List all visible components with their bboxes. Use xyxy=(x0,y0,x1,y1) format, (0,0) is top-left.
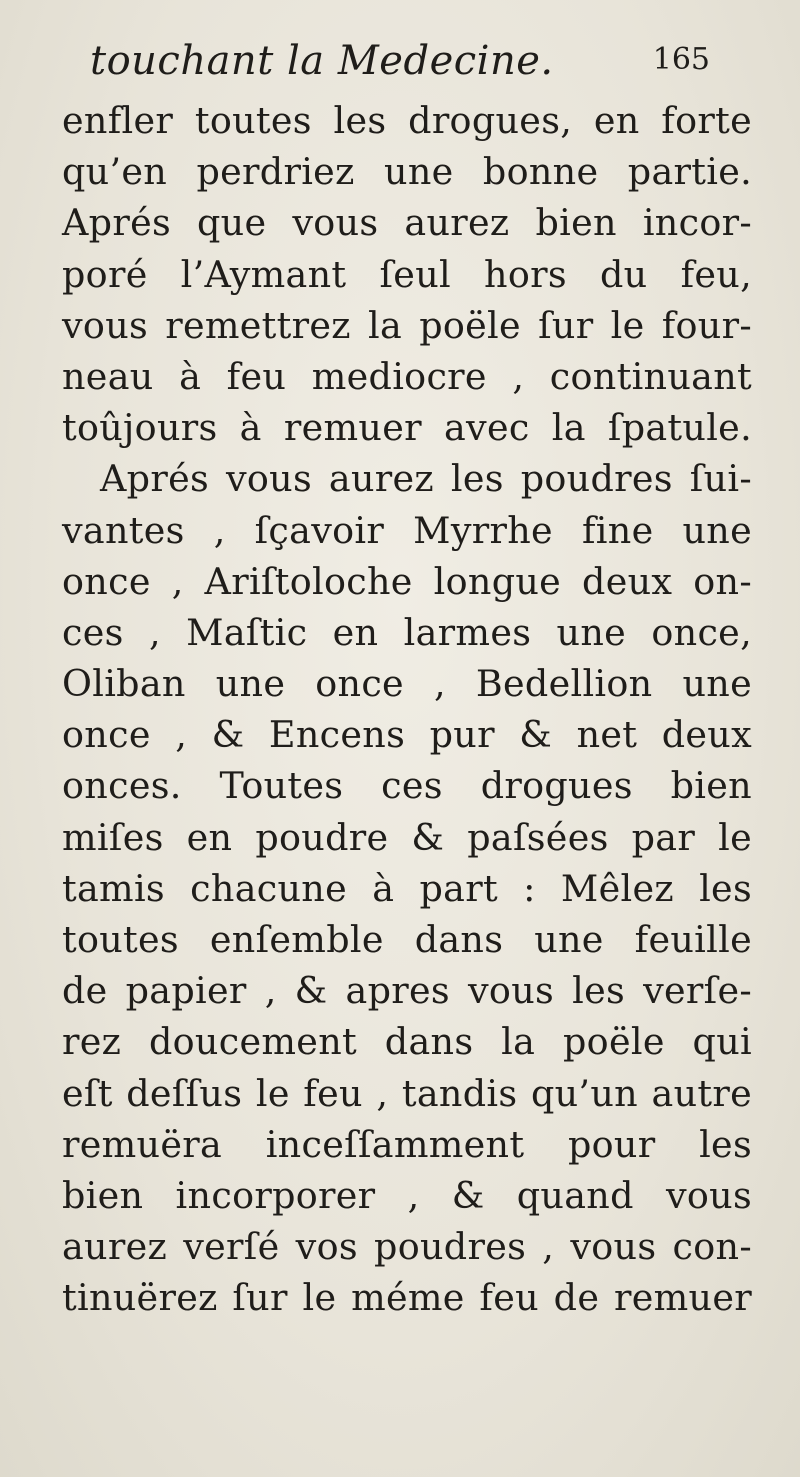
text-line-18: de papier , & apres vous les verſe- xyxy=(62,969,752,1013)
text-line-19: rez doucement dans la poële qui xyxy=(62,1020,752,1064)
page-number: 165 xyxy=(652,42,710,77)
text-line-15: miſes en poudre & paſsées par le xyxy=(62,815,752,859)
text-line-5: vous remettrez la poële ſur le four- xyxy=(62,303,752,347)
text-line-3: Aprés que vous aurez bien incor- xyxy=(62,201,752,245)
running-title: touchant la Medecine. xyxy=(90,38,554,84)
text-line-14: onces. Toutes ces drogues bien xyxy=(62,764,752,808)
text-line-12: Oliban une once , Bedellion une xyxy=(62,662,752,706)
text-line-2: qu’en perdriez une bonne partie. xyxy=(62,150,752,194)
text-line-23: aurez verſé vos poudres , vous con- xyxy=(62,1225,752,1269)
text-line-22: bien incorporer , & quand vous xyxy=(62,1173,752,1217)
text-line-4: poré l’Aymant ſeul hors du feu, xyxy=(62,252,752,296)
text-line-11: ces , Maſtic en larmes une once, xyxy=(62,610,752,654)
text-line-8: Aprés vous aurez les poudres ſui- xyxy=(100,457,752,501)
text-line-7: toûjours à remuer avec la ſpatule. xyxy=(62,406,752,450)
text-line-20: eſt deſſus le feu , tandis qu’un autre xyxy=(62,1071,752,1115)
text-line-10: once , Ariſtoloche longue deux on- xyxy=(62,559,752,603)
text-line-21: remuëra inceſſamment pour les xyxy=(62,1122,752,1166)
text-line-6: neau à feu mediocre , continuant xyxy=(62,354,752,398)
text-line-16: tamis chacune à part : Mêlez les xyxy=(62,866,752,910)
running-head xyxy=(90,38,710,88)
body-text xyxy=(62,95,752,1324)
text-line-17: toutes enſemble dans une feuille xyxy=(62,918,752,961)
text-line-24: tinuërez ſur le méme feu de remuer xyxy=(62,1276,752,1320)
text-line-9: vantes , ſçavoir Myrrhe fine une xyxy=(62,508,752,552)
text-line-13: once , & Encens pur & net deux xyxy=(62,713,752,757)
text-line-1: enfler toutes les drogues, en forte xyxy=(62,99,752,142)
